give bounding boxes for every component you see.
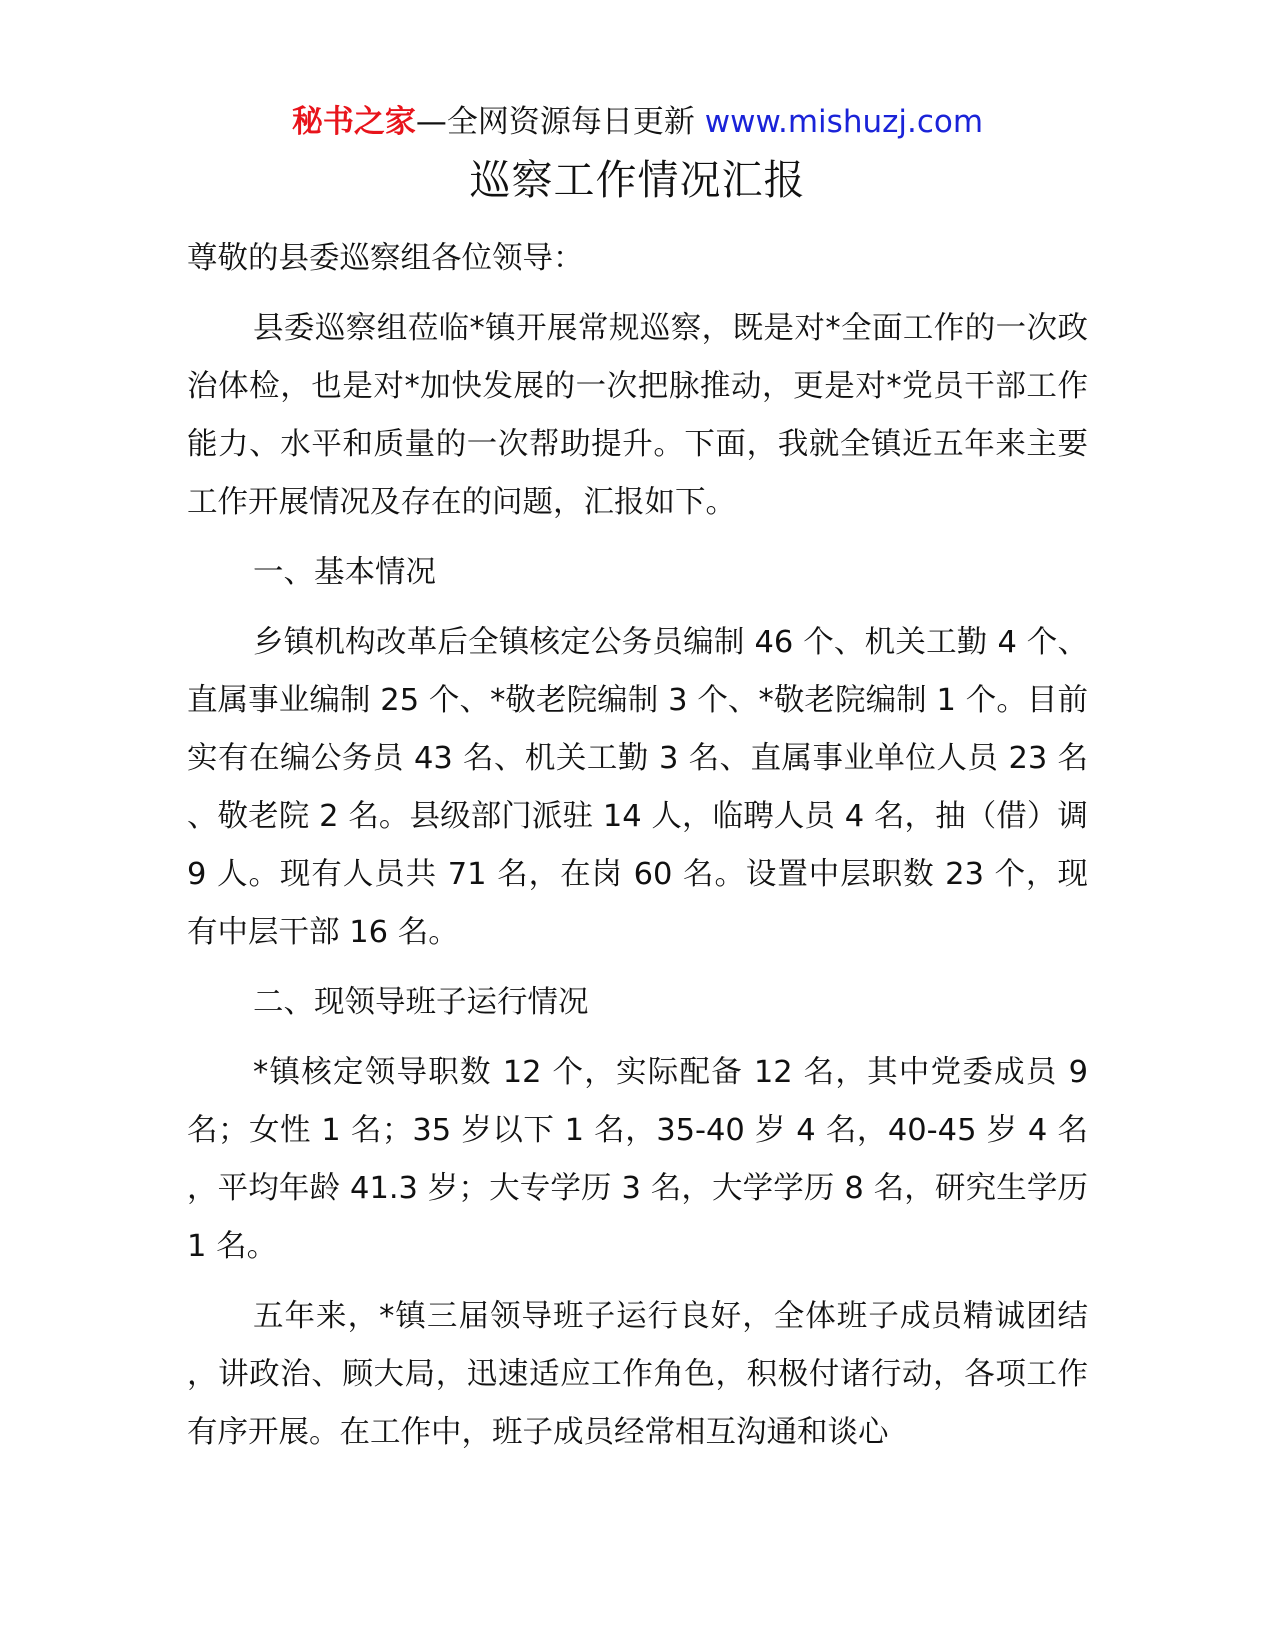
section-heading-leadership: 二、现领导班子运行情况 xyxy=(253,985,589,1020)
document-body xyxy=(187,230,1088,1474)
paragraph-staffing: 乡镇机构改革后全镇核定公务员编制 46 个、机关工勤 4 个、直属事业编制 25 个、*敬老院编制 3 个、*敬老院编制 1 个。目前实有在编公务员 43 名、机关工勤 3 名、直属事业单位人员 23 名、敬老院 2 名。县级部门派驻 14 人，临聘人员 4 名，抽（借）调 9 人。现有人员共 71 名，在岗 60 名。设置中层职数 23 个，现有中层干部 16 名。 xyxy=(187,625,1088,950)
header-tagline: —全网资源每日更新 xyxy=(415,104,705,140)
paragraph-intro: 县委巡察组莅临*镇开展常规巡察，既是对*全面工作的一次政治体检，也是对*加快发展的一次把脉推动，更是对*党员干部工作能力、水平和质量的一次帮助提升。下面，我就全镇近五年来主要工作开展情况及存在的问题，汇报如下。 xyxy=(187,311,1088,520)
site-url-link[interactable]: www.mishuzj.com xyxy=(704,104,984,140)
document-title: 巡察工作情况汇报 xyxy=(469,156,806,204)
brand-name: 秘书之家 xyxy=(291,104,416,140)
paragraph-leadership-operation: 五年来，*镇三届领导班子运行良好，全体班子成员精诚团结，讲政治、顾大局，迅速适应工作角色，积极付诸行动，各项工作有序开展。在工作中，班子成员经常相互沟通和谈心 xyxy=(187,1299,1088,1450)
paragraph-leadership-stats: *镇核定领导职数 12 个，实际配备 12 名，其中党委成员 9 名；女性 1 名；35 岁以下 1 名，35-40 岁 4 名，40-45 岁 4 名，平均年龄 41.3 岁；大专学历 3 名，大学学历 8 名，研究生学历 1 名。 xyxy=(187,1055,1088,1264)
site-header xyxy=(0,100,1275,144)
salutation: 尊敬的县委巡察组各位领导： xyxy=(187,241,584,276)
section-heading-basic-info: 一、基本情况 xyxy=(253,555,436,590)
